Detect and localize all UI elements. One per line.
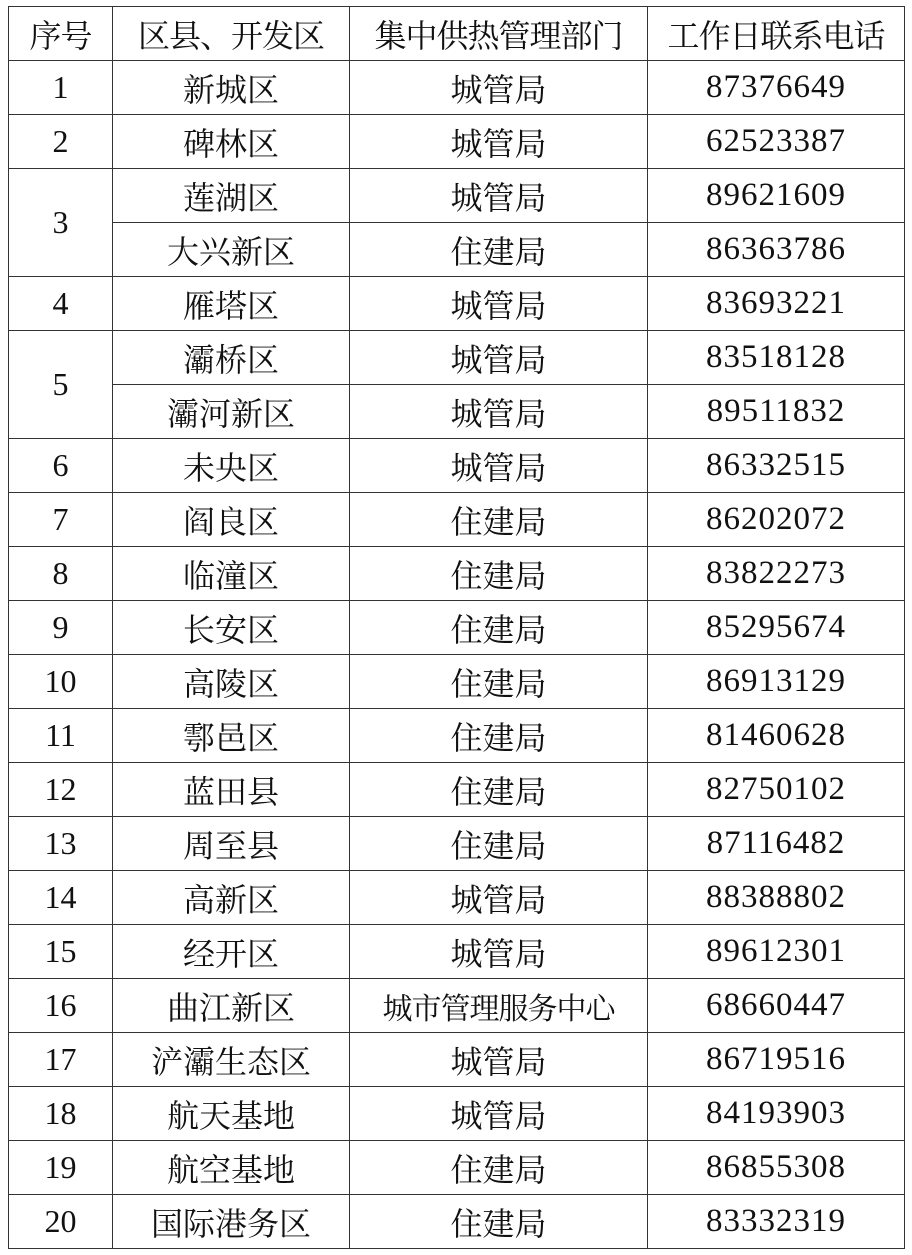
row-department: 住建局 <box>350 655 648 709</box>
row-phone: 83518128 <box>648 331 905 385</box>
row-department: 城管局 <box>350 439 648 493</box>
row-district: 航空基地 <box>113 1141 350 1195</box>
row-index: 5 <box>9 331 113 439</box>
table-row <box>9 817 905 871</box>
table-row <box>9 763 905 817</box>
row-department: 城管局 <box>350 331 648 385</box>
row-department: 城管局 <box>350 871 648 925</box>
row-index: 2 <box>9 115 113 169</box>
row-phone: 86332515 <box>648 439 905 493</box>
row-department: 城管局 <box>350 385 648 439</box>
table-row <box>9 223 905 277</box>
row-phone: 89511832 <box>648 385 905 439</box>
row-district: 航天基地 <box>113 1087 350 1141</box>
row-index: 17 <box>9 1033 113 1087</box>
row-index: 20 <box>9 1195 113 1249</box>
header-department: 集中供热管理部门 <box>350 7 648 61</box>
row-phone: 87116482 <box>648 817 905 871</box>
row-district: 阎良区 <box>113 493 350 547</box>
row-district: 国际港务区 <box>113 1195 350 1249</box>
row-index: 6 <box>9 439 113 493</box>
header-phone: 工作日联系电话 <box>648 7 905 61</box>
row-phone: 84193903 <box>648 1087 905 1141</box>
row-district: 灞河新区 <box>113 385 350 439</box>
row-department: 城市管理服务中心 <box>350 979 648 1033</box>
row-phone: 86855308 <box>648 1141 905 1195</box>
row-index: 13 <box>9 817 113 871</box>
table-row <box>9 925 905 979</box>
row-phone: 89612301 <box>648 925 905 979</box>
row-district: 临潼区 <box>113 547 350 601</box>
table-row <box>9 871 905 925</box>
table-row <box>9 331 905 385</box>
row-district: 蓝田县 <box>113 763 350 817</box>
header-index: 序号 <box>9 7 113 61</box>
row-department: 住建局 <box>350 817 648 871</box>
row-index: 12 <box>9 763 113 817</box>
table-row <box>9 547 905 601</box>
table-row <box>9 709 905 763</box>
row-district: 灞桥区 <box>113 331 350 385</box>
row-district: 曲江新区 <box>113 979 350 1033</box>
table-row <box>9 493 905 547</box>
table-row <box>9 169 905 223</box>
table-row <box>9 655 905 709</box>
row-phone: 86913129 <box>648 655 905 709</box>
row-phone: 83822273 <box>648 547 905 601</box>
row-district: 浐灞生态区 <box>113 1033 350 1087</box>
row-district: 高新区 <box>113 871 350 925</box>
table-row <box>9 277 905 331</box>
row-district: 莲湖区 <box>113 169 350 223</box>
row-phone: 82750102 <box>648 763 905 817</box>
table-row <box>9 1141 905 1195</box>
row-index: 3 <box>9 169 113 277</box>
row-department: 住建局 <box>350 763 648 817</box>
row-phone: 89621609 <box>648 169 905 223</box>
row-index: 18 <box>9 1087 113 1141</box>
row-district: 碑林区 <box>113 115 350 169</box>
header-row <box>9 7 905 61</box>
table-row <box>9 61 905 115</box>
row-department: 住建局 <box>350 1141 648 1195</box>
row-index: 15 <box>9 925 113 979</box>
row-district: 新城区 <box>113 61 350 115</box>
row-department: 城管局 <box>350 277 648 331</box>
row-department: 城管局 <box>350 115 648 169</box>
row-department: 住建局 <box>350 493 648 547</box>
row-index: 1 <box>9 61 113 115</box>
row-district: 经开区 <box>113 925 350 979</box>
row-index: 10 <box>9 655 113 709</box>
row-phone: 81460628 <box>648 709 905 763</box>
table-row <box>9 439 905 493</box>
table-row <box>9 1033 905 1087</box>
row-department: 住建局 <box>350 601 648 655</box>
row-phone: 68660447 <box>648 979 905 1033</box>
row-district: 大兴新区 <box>113 223 350 277</box>
table-row <box>9 601 905 655</box>
row-department: 城管局 <box>350 169 648 223</box>
row-index: 14 <box>9 871 113 925</box>
table-row <box>9 385 905 439</box>
row-department: 住建局 <box>350 547 648 601</box>
row-index: 19 <box>9 1141 113 1195</box>
row-department: 城管局 <box>350 1033 648 1087</box>
table-row <box>9 979 905 1033</box>
row-department: 城管局 <box>350 61 648 115</box>
row-phone: 85295674 <box>648 601 905 655</box>
row-index: 4 <box>9 277 113 331</box>
row-district: 周至县 <box>113 817 350 871</box>
row-phone: 87376649 <box>648 61 905 115</box>
row-index: 11 <box>9 709 113 763</box>
row-phone: 88388802 <box>648 871 905 925</box>
row-phone: 83332319 <box>648 1195 905 1249</box>
row-index: 8 <box>9 547 113 601</box>
row-district: 未央区 <box>113 439 350 493</box>
table-row <box>9 115 905 169</box>
row-phone: 83693221 <box>648 277 905 331</box>
header-district: 区县、开发区 <box>113 7 350 61</box>
row-phone: 86719516 <box>648 1033 905 1087</box>
row-district: 雁塔区 <box>113 277 350 331</box>
row-district: 鄠邑区 <box>113 709 350 763</box>
row-department: 住建局 <box>350 223 648 277</box>
table-row <box>9 1195 905 1249</box>
row-phone: 86363786 <box>648 223 905 277</box>
row-index: 9 <box>9 601 113 655</box>
row-district: 高陵区 <box>113 655 350 709</box>
row-department: 住建局 <box>350 1195 648 1249</box>
row-department: 住建局 <box>350 709 648 763</box>
row-department: 城管局 <box>350 925 648 979</box>
table-row <box>9 1087 905 1141</box>
row-index: 7 <box>9 493 113 547</box>
heating-contact-table <box>8 6 905 1249</box>
row-index: 16 <box>9 979 113 1033</box>
row-district: 长安区 <box>113 601 350 655</box>
row-phone: 62523387 <box>648 115 905 169</box>
row-department: 城管局 <box>350 1087 648 1141</box>
row-phone: 86202072 <box>648 493 905 547</box>
